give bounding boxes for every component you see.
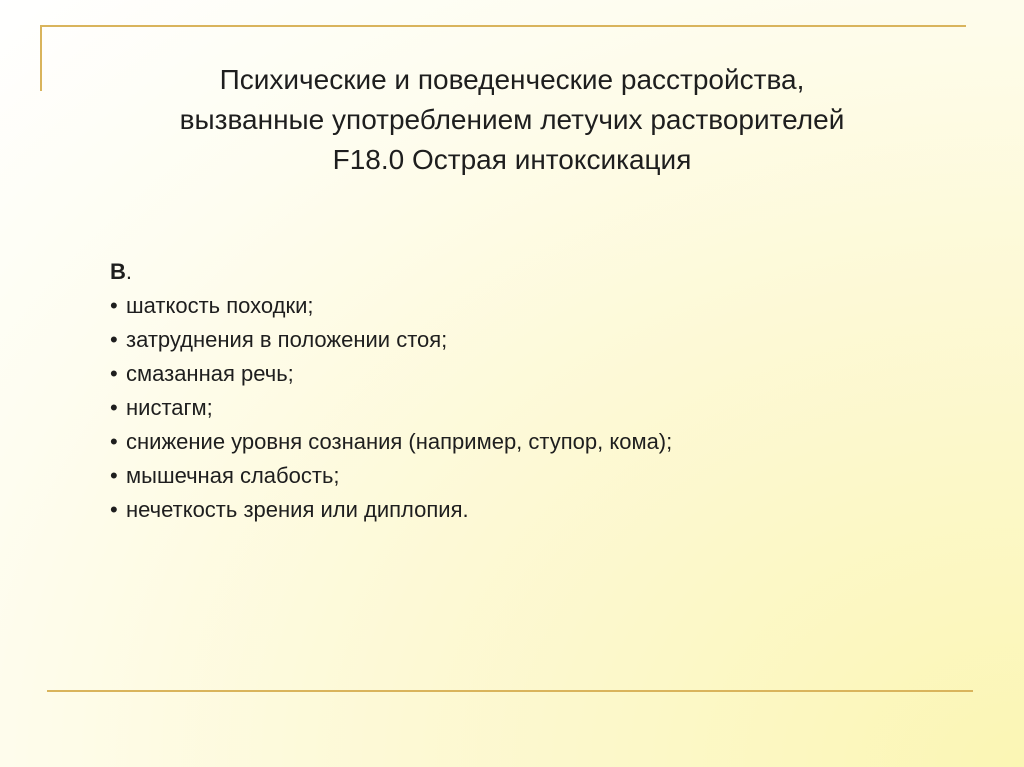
title-line-3: F18.0 Острая интоксикация — [332, 144, 692, 175]
list-item-text: нистагм; — [126, 395, 213, 420]
list-item — [110, 493, 970, 527]
list-item — [110, 391, 970, 425]
list-item-text: смазанная речь; — [126, 361, 294, 386]
title-line-2: вызванные употреблением летучих растворителей — [179, 104, 845, 135]
section-label-dot: . — [125, 259, 133, 284]
frame-bottom-line — [47, 690, 973, 692]
criteria-list — [110, 289, 970, 527]
list-item-text: мышечная слабость; — [126, 463, 340, 488]
bullet-icon: • — [110, 293, 118, 318]
frame-top-line — [40, 25, 966, 27]
list-item-text: нечеткость зрения или диплопия. — [126, 497, 469, 522]
list-item-text: шаткость походки; — [126, 293, 314, 318]
bullet-icon: • — [110, 327, 118, 352]
section-label — [110, 255, 970, 289]
list-item — [110, 357, 970, 391]
frame-left-line — [40, 25, 42, 91]
section-label-letter: B — [110, 259, 126, 284]
list-item-text: затруднения в положении стоя; — [126, 327, 448, 352]
list-item — [110, 425, 970, 459]
list-item — [110, 323, 970, 357]
bullet-icon: • — [110, 361, 118, 386]
list-item-text: снижение уровня сознания (например, ступор, кома); — [126, 429, 673, 454]
list-item — [110, 289, 970, 323]
bullet-icon: • — [110, 429, 118, 454]
bullet-icon: • — [110, 395, 118, 420]
slide-content — [110, 255, 970, 527]
list-item — [110, 459, 970, 493]
bullet-icon: • — [110, 463, 118, 488]
slide-title — [60, 60, 964, 180]
title-line-1: Психические и поведенческие расстройства, — [219, 64, 805, 95]
bullet-icon: • — [110, 497, 118, 522]
